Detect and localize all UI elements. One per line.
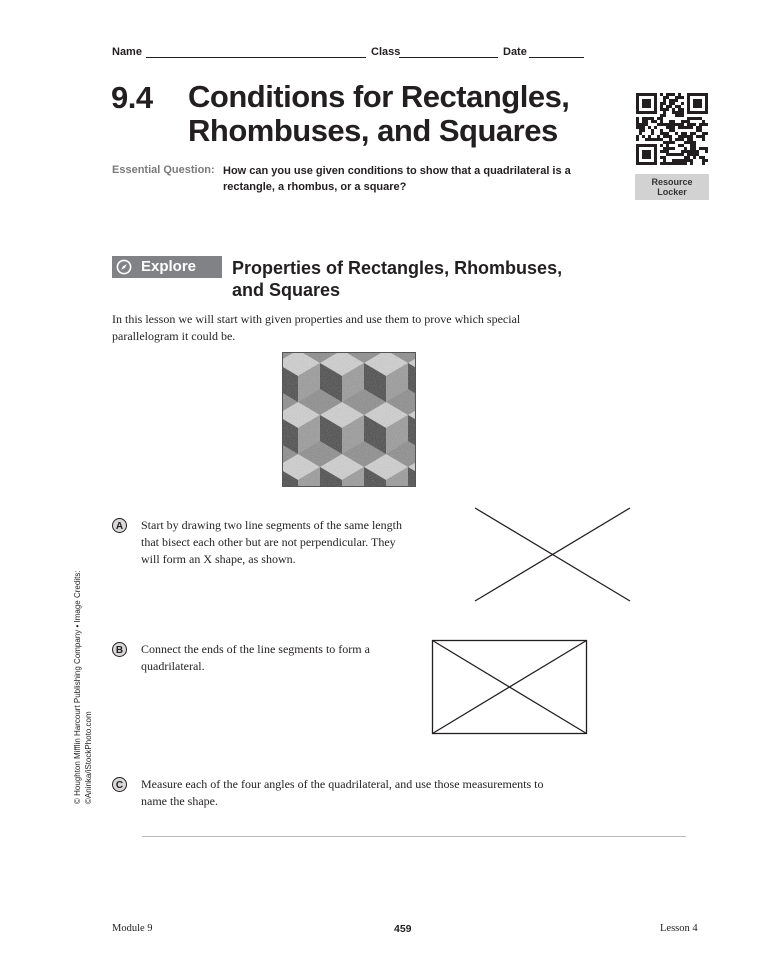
intro-text	[112, 311, 520, 345]
essential-question-label: Essential Question:	[112, 164, 215, 176]
step-c-line1: Measure each of the four angles of the quadrilateral, and use those measurements to	[141, 777, 544, 791]
essential-question	[223, 163, 571, 195]
step-b-line1: Connect the ends of the line segments to form a	[141, 642, 370, 656]
compass-icon	[116, 259, 132, 275]
date-label: Date	[503, 46, 527, 58]
name-field[interactable]	[146, 57, 366, 58]
image-credits	[72, 570, 94, 804]
explore-label: Explore	[141, 258, 197, 275]
step-a-line2: that bisect each other but are not perpendicular. They	[141, 535, 396, 549]
step-c-badge: C	[112, 777, 127, 792]
credits-line1: © Houghton Mifflin Harcourt Publishing Company • Image Credits:	[73, 570, 82, 804]
step-a-badge: A	[112, 518, 127, 533]
step-c-text	[141, 776, 544, 810]
lesson-title-line1: Conditions for Rectangles,	[188, 79, 570, 114]
step-b-line2: quadrilateral.	[141, 659, 205, 673]
date-field[interactable]	[529, 57, 584, 58]
class-field[interactable]	[399, 57, 498, 58]
answer-divider	[142, 836, 686, 837]
explore-heading-line2: and Squares	[232, 280, 341, 300]
resource-locker-line2: Locker	[657, 187, 687, 197]
intro-line2: parallelogram it could be.	[112, 329, 236, 343]
footer-module: Module 9	[112, 923, 153, 934]
step-a-line3: will form an X shape, as shown.	[141, 552, 296, 566]
rectangle-diagram	[428, 636, 592, 738]
step-a-line1: Start by drawing two line segments of the same length	[141, 518, 402, 532]
qr-code-icon[interactable]	[636, 93, 708, 165]
intro-line1: In this lesson we will start with given properties and use them to prove which special	[112, 312, 521, 326]
lesson-number: 9.4	[111, 80, 153, 115]
step-a-text	[141, 517, 402, 568]
explore-heading-line1: Properties of Rectangles, Rhombuses,	[232, 258, 563, 278]
resource-locker-line1: Resource	[651, 177, 693, 187]
tile-photo	[282, 352, 416, 487]
class-label: Class	[371, 46, 401, 58]
step-b-badge: B	[112, 642, 127, 657]
resource-locker-button[interactable]	[635, 174, 709, 200]
explore-badge	[112, 256, 222, 278]
page-number: 459	[394, 923, 412, 935]
step-c-line2: name the shape.	[141, 794, 218, 808]
explore-heading	[232, 257, 562, 301]
essential-question-line2: rectangle, a rhombus, or a square?	[223, 181, 407, 193]
x-shape-diagram	[470, 504, 636, 604]
essential-question-line1: How can you use given conditions to show that a quadrilateral is a	[223, 165, 571, 177]
lesson-title-line2: Rhombuses, and Squares	[188, 113, 558, 148]
lesson-title	[188, 80, 569, 148]
name-label: Name	[112, 46, 142, 58]
credits-line2: ©Aninka/iStockPhoto.com	[84, 711, 93, 804]
footer-lesson: Lesson 4	[660, 923, 698, 934]
step-b-text	[141, 641, 370, 675]
